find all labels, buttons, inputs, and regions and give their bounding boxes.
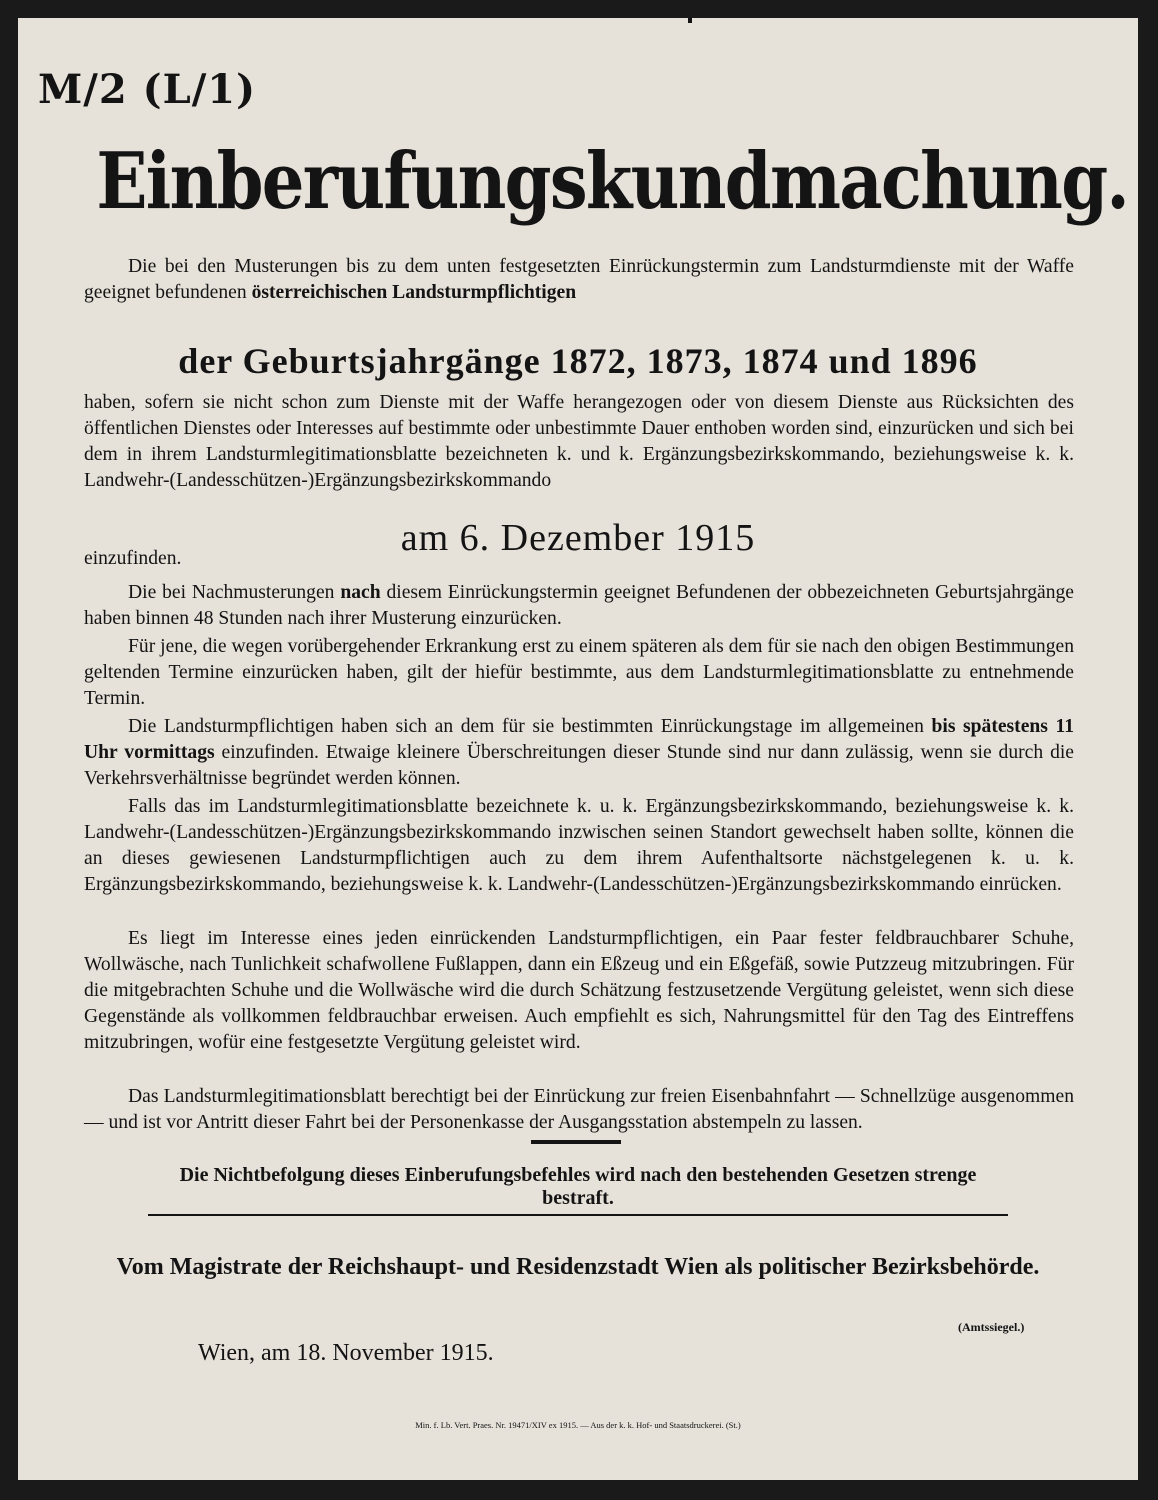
issuing-authority: Vom Magistrate der Reichshaupt- und Residenzstadt Wien als politischer Bezirksbehörde. bbox=[116, 1254, 1040, 1280]
intro-paragraph bbox=[84, 254, 1074, 306]
paragraph-relocation: Falls das im Landsturmlegitimationsblatte bezeichnete k. u. k. Ergänzungsbezirkskommando, beziehungsweise k. k. Landwehr-(Landesschützen-)Ergänzungsbezirkskommando inzwischen seinen Standort gewechselt haben sollte, können die an dieses gewiesenen Landsturmpflichtigen auch zu dem ihrem Aufenthaltsorte nächstgelegenen k. u. k. Ergänzungsbezirkskommando, beziehungsweise k. k. Landwehr-(Landesschützen-)Ergänzungsbezirkskommando einrücken. bbox=[84, 796, 1074, 895]
intro-text: Die bei den Musterungen bis zu dem unten festgesetzten Einrückungstermin zum Landsturmdienste mit der Waffe geeignet befundenen bbox=[84, 256, 1074, 303]
p4-after: einzufinden. Etwaige kleinere Überschreitungen dieser Stunde sind nur dann zulässig, wenn sie durch die Verkehrsverhältnisse begründet werden können. bbox=[84, 742, 1075, 789]
p2-after: diesem Einrückungstermin geeignet Befundenen der obbezeichneten Geburtsjahrgänge haben binnen 48 Stunden nach ihrer Musterung einzurücken. bbox=[84, 582, 1074, 629]
p4-emphasis: bis spätestens 11 Uhr vormittags bbox=[84, 716, 1074, 763]
page-title: Einberufungskundmachung. bbox=[96, 136, 1129, 227]
form-mark: M/2 (L/1) bbox=[38, 66, 257, 113]
report-date: am 6. Dezember 1915 bbox=[400, 517, 756, 559]
print-mark bbox=[688, 18, 692, 23]
printer-imprint: Min. f. Lb. Vert. Praes. Nr. 19471/XIV ex 1915. — Aus der k. k. Hof- und Staatsdruckerei. (St.) bbox=[415, 1420, 741, 1430]
paragraph-rail-travel: Das Landsturmlegitimationsblatt berechtigt bei der Einrückung zur freien Eisenbahnfahrt — Schnellzüge ausgenommen — und ist vor Antritt dieser Fahrt bei der Personenkasse der Ausgangsstation abstempeln zu lassen. bbox=[84, 1086, 1074, 1133]
report-word: einzufinden. bbox=[84, 548, 182, 569]
intro-emphasis: österreichischen Landsturmpflichtigen bbox=[251, 282, 577, 303]
official-seal-note: (Amtssiegel.) bbox=[958, 1320, 1025, 1334]
paragraph-illness: Für jene, die wegen vorübergehender Erkrankung erst zu einem späteren als dem für sie nach den obigen Bestimmungen geltenden Termine einzurücken haben, gilt der hiefür bestimmte, aus dem Landsturmlegitimationsblatte zu entnehmende Termin. bbox=[84, 636, 1074, 709]
p2-before: Die bei Nachmusterungen bbox=[128, 582, 335, 603]
divider bbox=[531, 1140, 621, 1144]
p4-before: Die Landsturmpflichtigen haben sich an dem für sie bestimmten Einrückungstage im allgemeinen bbox=[128, 716, 924, 737]
paragraph-late-muster bbox=[84, 580, 1074, 632]
warning-notice: Die Nichtbefolgung dieses Einberufungsbefehles wird nach den bestehenden Gesetzen strenge bestraft. bbox=[148, 1164, 1008, 1216]
paragraph-call-up: haben, sofern sie nicht schon zum Dienste mit der Waffe herangezogen oder von diesem Dienste aus Rücksichten des öffentlichen Dienstes oder Interesses auf bestimmte oder unbestimmte Dauer enthoben worden sind, einzurücken und sich bei dem in ihrem Landsturmlegitimationsblatte bezeichneten k. und k. Ergänzungsbezirkskommando, beziehungsweise k. k. Landwehr-(Landesschützen-)Ergänzungsbezirkskommando bbox=[84, 392, 1074, 491]
paragraph-arrival-time bbox=[84, 714, 1074, 792]
paragraph-equipment: Es liegt im Interesse eines jeden einrückenden Landsturmpflichtigen, ein Paar fester feldbrauchbarer Schuhe, Wollwäsche, nach Tunlichkeit schafwollene Fußlappen, dann ein Eßzeug und ein Eßgefäß, sowie Putzzeug mitzubringen. Für die mitgebrachten Schuhe und die Wollwäsche wird die durch Schätzung festzusetzende Vergütung geleistet, wenn sich diese Gegenstände als vollkommen feldbrauchbar erweisen. Auch empfiehlt es sich, Nahrungsmittel für den Tag des Eintreffens mitzubringen, wofür eine festgesetzte Vergütung geleistet wird. bbox=[84, 928, 1074, 1053]
poster-sheet bbox=[18, 18, 1138, 1480]
place-and-date: Wien, am 18. November 1915. bbox=[198, 1340, 494, 1366]
years-heading: der Geburtsjahrgänge 1872, 1873, 1874 und 1896 bbox=[178, 341, 978, 381]
p2-emphasis: nach bbox=[340, 582, 381, 603]
